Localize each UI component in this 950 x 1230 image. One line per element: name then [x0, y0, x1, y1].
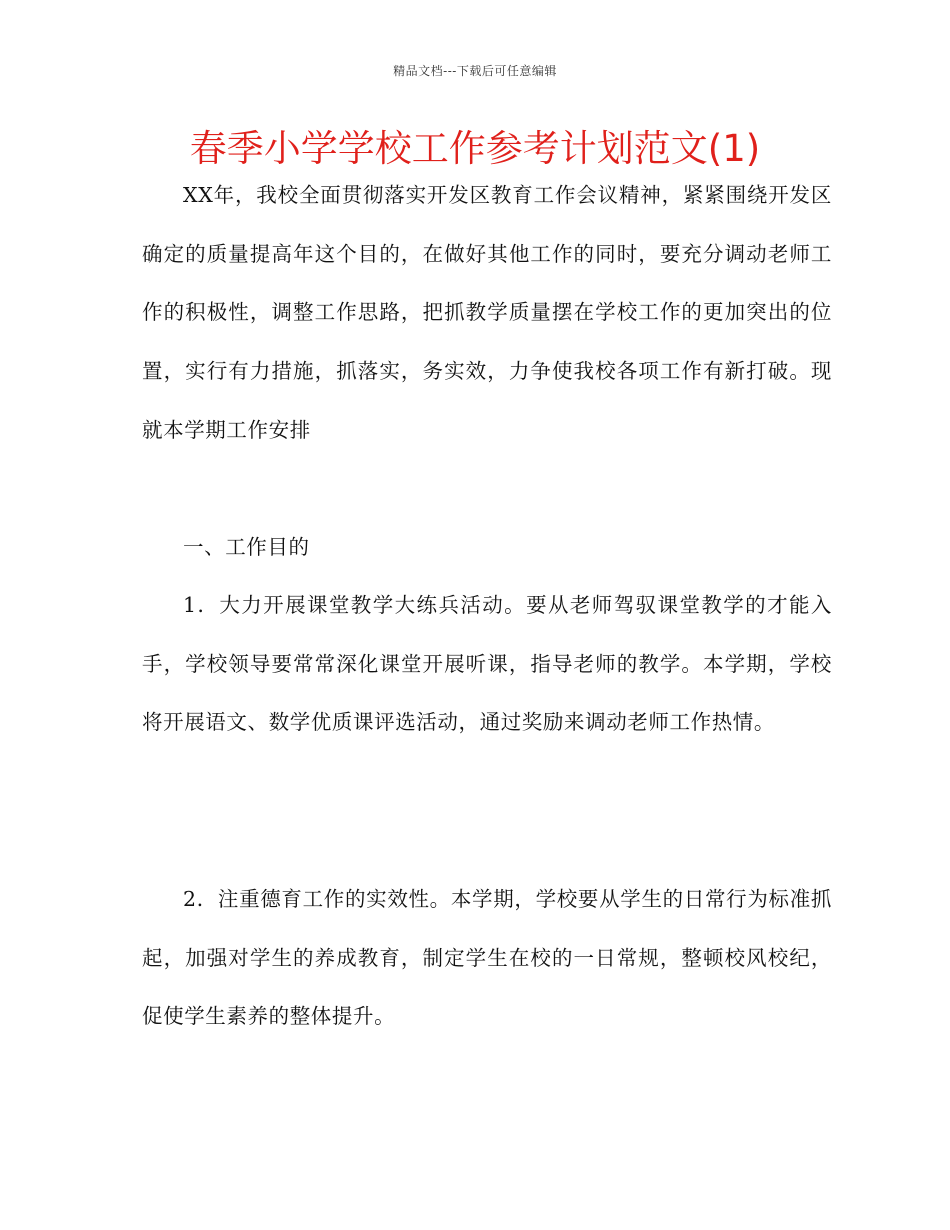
body-paragraph-intro	[142, 166, 832, 460]
document-title: 春季小学学校工作参考计划范文(1)	[189, 127, 761, 170]
header-note: 精品文档---下载后可任意编辑	[393, 64, 557, 78]
body-paragraph-item-2	[142, 870, 832, 1046]
paragraph-text: 2．注重德育工作的实效性。本学期，学校要从学生的日常行为标准抓起，加强对学生的养成教育，制定学生在校的一日常规，整顿校风校纪，促使学生素养的整体提升。	[142, 887, 832, 1029]
paragraph-text: 1．大力开展课堂教学大练兵活动。要从老师驾驭课堂教学的才能入手，学校领导要常常深化课堂开展听课，指导老师的教学。本学期，学校将开展语文、数学优质课评选活动，通过奖励来调动老师工作热情。	[142, 593, 832, 735]
section-heading	[142, 518, 832, 577]
paragraph-text: XX年，我校全面贯彻落实开发区教育工作会议精神，紧紧围绕开发区确定的质量提高年这个目的，在做好其他工作的同时，要充分调动老师工作的积极性，调整工作思路，把抓教学质量摆在学校工作的更加突出的位置，实行有力措施，抓落实，务实效，力争使我校各项工作有新打破。现就本学期工作安排	[142, 183, 832, 442]
body-paragraph-item-1	[142, 576, 832, 752]
section-heading-text: 一、工作目的	[183, 535, 310, 559]
